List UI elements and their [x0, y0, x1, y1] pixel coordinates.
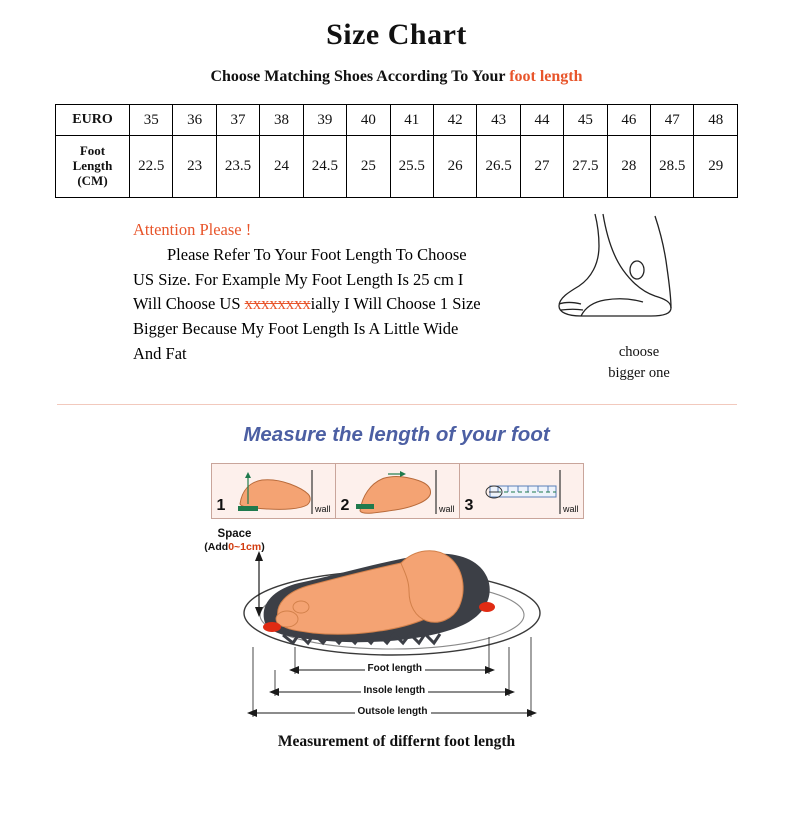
step-1-number: 1 [216, 497, 226, 514]
diagram-caption: Measurement of differnt foot length [277, 733, 516, 750]
page-title: Size Chart [326, 18, 467, 51]
euro-cell: 47 [651, 105, 694, 136]
dim-label-outsole-length: Outsole length [355, 706, 431, 717]
euro-cell: 42 [433, 105, 476, 136]
space-label-prefix: (Add [204, 541, 229, 554]
euro-cell: 43 [477, 105, 520, 136]
foot-side-view-illustration [551, 212, 711, 347]
divider [57, 404, 737, 405]
attention-strikethrough: xxxxxxxx [244, 294, 311, 314]
attention-line-5 [133, 342, 563, 367]
foot-cm-cell: 25 [347, 136, 390, 198]
space-label-line2 [187, 541, 283, 554]
attention-line-5-text: And Fat [133, 343, 187, 363]
attention-line-3-text: Will Choose US [133, 294, 245, 314]
attention-text [133, 218, 563, 367]
foot-cm-cell: 28 [607, 136, 650, 198]
step-2-number: 2 [340, 497, 350, 514]
foot-label-line1: Foot [79, 143, 106, 159]
attention-line-3-end: ially I Will Choose 1 Size [310, 294, 481, 314]
subtitle-text: Choose Matching Shoes According To Your [210, 68, 510, 85]
foot-cm-cell: 24 [260, 136, 303, 198]
row-header-euro: EURO [56, 105, 130, 136]
foot-cm-cell: 23.5 [216, 136, 259, 198]
euro-cell: 39 [303, 105, 346, 136]
euro-cell: 46 [607, 105, 650, 136]
foot-cm-cell: 24.5 [303, 136, 346, 198]
foot-cm-cell: 27 [520, 136, 563, 198]
euro-cell: 36 [173, 105, 216, 136]
dim-label-insole-length: Insole length [361, 685, 429, 696]
foot-cm-cell: 23 [173, 136, 216, 198]
euro-cell: 44 [520, 105, 563, 136]
foot-cm-cell: 29 [694, 136, 738, 198]
table-row-euro [56, 105, 738, 136]
euro-cell: 40 [347, 105, 390, 136]
step-2 [335, 463, 460, 519]
attention-line-4 [133, 317, 563, 342]
space-label-line1: Space [217, 528, 252, 540]
step-3 [459, 463, 584, 519]
step-1 [211, 463, 336, 519]
space-label-suffix: ) [261, 541, 265, 554]
space-label-range: 0~1cm [228, 541, 262, 554]
euro-cell: 41 [390, 105, 433, 136]
attention-line-2-text: US Size. For Example My Foot Length Is 25 cm I [133, 269, 464, 289]
foot-cm-cell: 26 [433, 136, 476, 198]
table-row-foot-length [56, 136, 738, 198]
dim-label-foot-length: Foot length [365, 663, 425, 674]
measure-section-title: Measure the length of your foot [243, 423, 550, 446]
foot-cm-cell: 25.5 [390, 136, 433, 198]
row-header-foot-length [56, 136, 130, 198]
choose-bigger-note [579, 342, 699, 384]
step-3-wall-label: wall [562, 504, 579, 514]
step-2-wall-label: wall [438, 504, 455, 514]
foot-label-line3: (CM) [77, 172, 108, 188]
euro-cell: 37 [216, 105, 259, 136]
foot-measurement-diagram [187, 527, 607, 727]
attention-line-2 [133, 268, 563, 293]
subtitle [0, 68, 793, 86]
attention-heading: Attention Please ! [133, 220, 252, 239]
attention-line-1 [133, 243, 563, 268]
foot-cm-cell: 26.5 [477, 136, 520, 198]
foot-label-line2: Length [72, 158, 113, 174]
attention-line-4-text: Bigger Because My Foot Length Is A Little Wide [133, 319, 459, 338]
euro-cell: 48 [694, 105, 738, 136]
euro-cell: 38 [260, 105, 303, 136]
attention-line-3 [133, 292, 563, 317]
space-add-label [187, 527, 283, 555]
step-1-wall-label: wall [314, 504, 331, 514]
subtitle-highlight: foot length [509, 68, 583, 85]
euro-cell: 45 [564, 105, 607, 136]
euro-cell: 35 [130, 105, 173, 136]
size-chart-table-wrapper [55, 104, 738, 198]
attention-block [0, 212, 793, 402]
size-chart-table [55, 104, 738, 198]
choose-bigger-line2: bigger one [608, 365, 670, 382]
measure-steps [0, 463, 793, 519]
foot-insole-outsole-svg [187, 527, 607, 727]
choose-bigger-line1: choose [618, 344, 660, 360]
foot-cm-cell: 27.5 [564, 136, 607, 198]
attention-line-1-text: Please Refer To Your Foot Length To Choose [167, 244, 467, 264]
foot-cm-cell: 28.5 [651, 136, 694, 198]
step-3-number: 3 [464, 497, 474, 514]
foot-cm-cell: 22.5 [130, 136, 173, 198]
